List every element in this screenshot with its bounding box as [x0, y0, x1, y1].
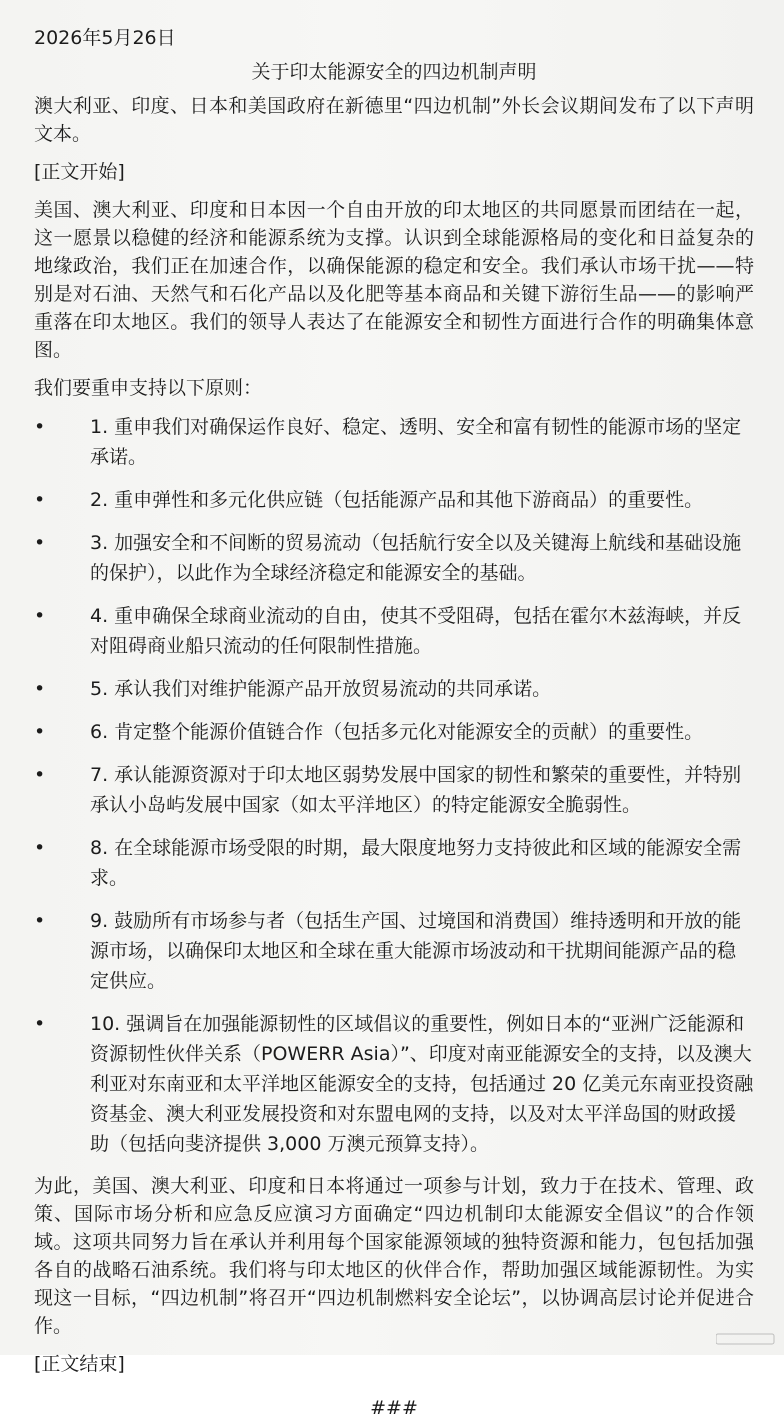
list-item	[34, 760, 754, 820]
bullet-icon: •	[34, 1013, 46, 1035]
list-item	[34, 528, 754, 588]
list-item	[34, 674, 754, 704]
list-item	[34, 1009, 754, 1159]
list-item-text: 9. 鼓励所有市场参与者（包括生产国、过境国和消费国）维持透明和开放的能源市场，以确保印太地区和全球在重大能源市场波动和干扰期间能源产品的稳定供应。	[90, 910, 742, 992]
principles-list	[34, 412, 754, 1159]
list-item-text: 3. 加强安全和不间断的贸易流动（包括航行安全以及关键海上航线和基础设施的保护），以此作为全球经济稳定和能源安全的基础。	[90, 532, 742, 584]
list-item	[34, 906, 754, 996]
bullet-icon: •	[34, 764, 46, 786]
bullet-icon: •	[34, 605, 46, 627]
list-item	[34, 833, 754, 893]
watermark-glyph	[716, 1332, 776, 1346]
bullet-icon: •	[34, 489, 46, 511]
list-item-text: 5. 承认我们对维护能源产品开放贸易流动的共同承诺。	[90, 678, 552, 700]
bullet-icon: •	[34, 910, 46, 932]
document-title: 关于印太能源安全的四边机制声明	[251, 61, 537, 83]
list-item-text: 8. 在全球能源市场受限的时期，最大限度地努力支持彼此和区域的能源安全需求。	[90, 837, 742, 889]
list-item-text: 7. 承认能源资源对于印太地区弱势发展中国家的韧性和繁荣的重要性，并特别承认小岛屿发展中国家（如太平洋地区）的特定能源安全脆弱性。	[90, 764, 742, 816]
bullet-icon: •	[34, 837, 46, 859]
list-item-text: 6. 肯定整个能源价值链合作（包括多元化对能源安全的贡献）的重要性。	[90, 721, 704, 743]
closing-mark: ###	[370, 1397, 418, 1419]
bullet-icon: •	[34, 532, 46, 554]
bullet-icon: •	[34, 721, 46, 743]
list-item	[34, 601, 754, 661]
begin-marker: [正文开始]	[34, 161, 125, 183]
intro-paragraph: 澳大利亚、印度、日本和美国政府在新德里“四边机制”外长会议期间发布了以下声明文本。	[34, 95, 754, 145]
list-item-text: 10. 强调旨在加强能源韧性的区域倡议的重要性，例如日本的“亚洲广泛能源和资源韧性伙伴关系（POWERR Asia）”、印度对南亚能源安全的支持，以及澳大利亚对东南亚和太平洋地区能源安全的支持，包括通过 20 亿美元东南亚投资融资基金、澳大利亚发展投资和对东盟电网的支持，以及对太平洋岛国的财政援助（包括向斐济提供 3,000 万澳元预算支持）。	[90, 1013, 754, 1155]
bullet-icon: •	[34, 416, 46, 438]
list-item	[34, 485, 754, 515]
body-paragraph-1: 美国、澳大利亚、印度和日本因一个自由开放的印太地区的共同愿景而团结在一起，这一愿景以稳健的经济和能源系统为支撑。认识到全球能源格局的变化和日益复杂的地缘政治，我们正在加速合作，以确保能源的稳定和安全。我们承认市场干扰——特别是对石油、天然气和石化产品以及化肥等基本商品和关键下游衍生品——的影响严重落在印太地区。我们的领导人表达了在能源安全和韧性方面进行合作的明确集体意图。	[34, 199, 754, 361]
list-item	[34, 717, 754, 747]
bullet-icon: •	[34, 678, 46, 700]
list-item-text: 4. 重申确保全球商业流动的自由，使其不受阻碍，包括在霍尔木兹海峡，并反对阻碍商业船只流动的任何限制性措施。	[90, 605, 742, 657]
list-item	[34, 412, 754, 472]
list-item-text: 2. 重申弹性和多元化供应链（包括能源产品和其他下游商品）的重要性。	[90, 489, 704, 511]
end-marker: [正文结束]	[34, 1353, 125, 1375]
document-date: 2026年5月26日	[34, 27, 176, 49]
list-item-text: 1. 重申我们对确保运作良好、稳定、透明、安全和富有韧性的能源市场的坚定承诺。	[90, 416, 742, 468]
watermark-logo	[716, 1332, 776, 1349]
principles-heading: 我们要重申支持以下原则：	[34, 377, 263, 399]
body-paragraph-2: 为此，美国、澳大利亚、印度和日本将通过一项参与计划，致力于在技术、管理、政策、国际市场分析和应急反应演习方面确定“四边机制印太能源安全倡议”的合作领域。这项共同努力旨在承认并利用每个国家能源领域的独特资源和能力，包包括加强各自的战略石油系统。我们将与印太地区的伙伴合作，帮助加强区域能源韧性。为实现这一目标，“四边机制”将召开“四边机制燃料安全论坛”，以协调高层讨论并促进合作。	[34, 1175, 754, 1337]
